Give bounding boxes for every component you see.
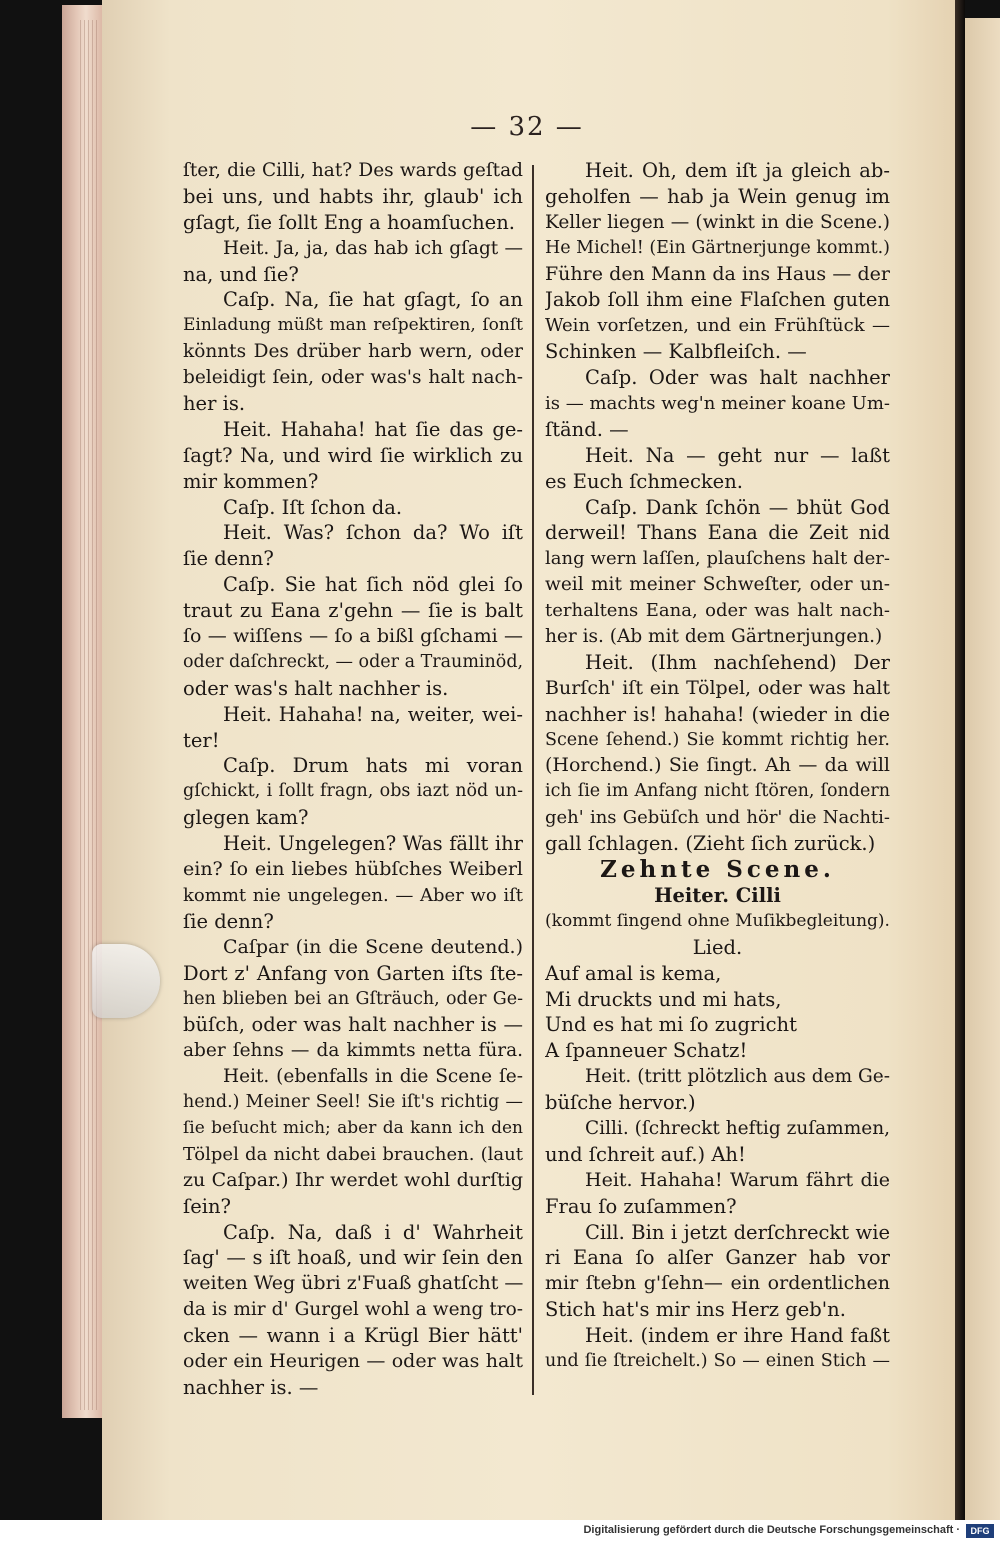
text-line: es Euch ſchmecken. [545,469,743,493]
text-line: glegen kam? [183,806,309,830]
text-line: Caſp. Iſt ſchon da. [223,495,403,519]
text-line: Heit. Hahaha! hat ſie das ge- [223,417,523,441]
text-line: ſie beſucht mich; aber da kann ich den [183,1117,523,1138]
text-line: Heit. Ja, ja, das hab ich gſagt — [223,237,523,259]
text-line: Heit. (indem er ihre Hand faßt [585,1324,890,1348]
next-page-edge [965,18,1000,1520]
text-line: oder daſchreckt, — oder a Trauminöd, [183,651,523,672]
text-line: ſo — wiſſens — ſo a bißl gſchami — [183,625,523,648]
text-line: (kommt ſingend ohne Muſikbegleitung). [545,910,890,931]
text-line: nachher is! hahaha! (wieder in die [545,702,890,726]
text-line: Schinken — Kalbfleiſch. — [545,340,807,364]
right-column [545,158,890,1375]
text-line: Keller liegen — (winkt in die Scene.) [545,211,890,233]
text-line: terhaltens Eana, oder was halt nach- [545,600,890,622]
text-line: Caſp. Sie hat ſich nöd glei ſo [223,573,523,597]
text-line: ter! [183,728,220,752]
text-line: da is mir d' Gurgel wohl a weng tro- [183,1299,523,1321]
text-line: Caſp. Na, daß i d' Wahrheit [223,1220,523,1244]
text-line: gall ſchlagen. (Zieht ſich zurück.) [545,832,876,856]
text-line: mir kommen? [183,469,319,493]
text-line: kommt nie ungelegen. — Aber wo iſt [183,884,523,906]
text-line: derweil! Thans Eana die Zeit nid [545,521,890,545]
text-line: geholfen — hab ja Wein genug im [545,184,890,208]
text-line: ſein? [183,1194,232,1218]
text-line: Zehnte Scene. [600,857,835,883]
text-line: Caſp. Dank ſchön — bhüt God [585,495,890,519]
text-line: is — machts weg'n meiner koane Um- [545,393,890,415]
text-line: Tölpel da nicht dabei brauchen. (laut [183,1143,523,1165]
text-line: her is. (Ab mit dem Gärtnerjungen.) [545,626,883,648]
text-line: ſter, die Cilli, hat? Des wards geſtad [183,160,523,181]
text-line: cken — wann i a Krügl Bier hätt' [183,1324,523,1348]
text-line: Heit. Hahaha! Warum fährt die [585,1168,890,1191]
text-line: Heit. Na — geht nur — laßt [585,443,890,467]
text-line: He Michel! (Ein Gärtnerjunge kommt.) [545,237,890,258]
text-line: traut zu Eana z'gehn — ſie is balt [183,599,523,623]
text-line: gſagt, ſie ſollt Eng a hoamſuchen. [183,210,515,234]
text-line: Cill. Bin i jetzt derſchreckt wie [585,1220,890,1244]
text-line: Cilli. (ſchreckt heftig zuſammen, [585,1117,890,1139]
text-line: Heit. (tritt plötzlich aus dem Ge- [585,1066,890,1088]
text-line: oder ein Heurigen — oder was halt [183,1349,523,1372]
text-line: Scene ſehend.) Sie kommt richtig her. [545,729,890,750]
text-line: Mi druckts und mi hats, [545,987,782,1011]
text-line: beleidigt ſein, oder was's halt nach- [183,367,523,389]
text-line: ſie denn? [183,909,274,933]
text-line: Heit. Was? ſchon da? Wo iſt [223,521,523,545]
footer-bar [0,1520,1000,1543]
text-line: Lied. [692,935,743,959]
text-line: (Horchend.) Sie ſingt. Ah — da will [545,754,890,777]
text-line: ſtänd. — [545,417,629,441]
column-divider [532,165,534,1395]
text-line: und ſie ſtreichelt.) So — einen Stich — [545,1350,890,1371]
text-line: ich ſie im Anfang nicht ſtören, ſondern [545,781,890,802]
text-line: nachher is. — [183,1375,319,1399]
text-line: aber ſehns — da kimmts netta füra. [183,1040,523,1062]
page-number: — 32 — [470,112,584,142]
text-line: na, und ſie? [183,262,299,286]
text-line: hend.) Meiner Seel! Sie iſt's richtig — [183,1092,523,1113]
text-line: Caſp. Na, ſie hat gſagt, ſo an [223,288,523,312]
text-line: geh' ins Gebüſch und hör' die Nachti- [545,807,890,829]
text-line: Heit. Ungelegen? Was fällt ihr [223,832,523,856]
text-line: Wein vorſetzen, und ein Frühſtück — [545,315,890,337]
text-line: lang wern laſſen, plauſchens halt der- [545,548,890,570]
text-line: ein? ſo ein liebes hübſches Weiberl [183,858,523,881]
text-line: Caſp. Drum hats mi voran [223,754,523,778]
text-line: könnts Des drüber harb wern, oder [183,341,523,363]
text-line: büſch, oder was halt nachher is — [183,1013,523,1037]
text-line: bei uns, und habts ihr, glaub' ich [183,184,523,208]
text-line: ri Eana ſo alſer Ganzer hab vor [545,1246,890,1270]
text-line: Jakob ſoll ihm eine Flaſchen guten [545,288,890,312]
text-line: Heit. (ebenfalls in die Scene ſe- [223,1066,523,1088]
text-line: zu Caſpar.) Ihr werdet wohl durſtig [183,1168,523,1191]
text-line: Heit. (Ihm nachſehend) Der [585,650,890,674]
left-column [183,158,523,1401]
text-line: ſag' — s iſt hoaß, und wir ſein den [183,1246,523,1270]
text-line: hen blieben bei an Gſträuch, oder Ge- [183,988,523,1009]
text-line: büſche hervor.) [545,1091,696,1115]
text-line: oder was's halt nachher is. [183,676,449,700]
text-line: her is. [183,392,246,416]
text-line: Caſp. Oder was halt nachher [585,366,890,390]
footer-text: Digitalisierung gefördert durch die Deutsche Forschungsgemeinschaft · [583,1524,960,1536]
text-line: mir ſtebn g'ſehn— ein ordentlichen [545,1272,890,1295]
text-line: Heit. Hahaha! na, weiter, wei- [223,702,523,726]
text-line: Heiter. Cilli [654,883,781,907]
text-line: Heit. Oh, dem iſt ja gleich ab- [585,159,890,182]
text-line: Und es hat mi ſo zugricht [545,1013,797,1037]
text-line: Führe den Mann da ins Haus — der [545,262,890,285]
text-line: A ſpanneuer Schatz! [545,1039,748,1063]
text-line: Caſpar (in die Scene deutend.) [223,935,523,958]
text-line: und ſchreit auf.) Ah! [545,1142,746,1166]
text-line: weiten Weg übri z'Fuaß ghatſcht — [183,1272,523,1295]
dfg-logo: DFG [966,1524,994,1538]
text-line: Stich hat's mir ins Herz geb'n. [545,1298,846,1322]
text-line: Burſch' iſt ein Tölpel, oder was halt [545,676,890,699]
text-line: weil mit meiner Schweſter, oder un- [545,574,890,596]
book-gutter [955,0,965,1520]
text-line: Einladung müßt man reſpektiren, ſonſt [183,315,523,336]
text-line: ſagt? Na, und wird ſie wirklich zu [183,443,523,467]
text-line: Dort z' Anfang von Garten iſts ſte- [183,961,523,985]
text-line: ſie denn? [183,547,274,571]
text-line: Frau ſo zuſammen? [545,1194,737,1218]
text-line: gſchickt, i ſollt fragn, obs iazt nöd un- [183,781,523,802]
page-stack-lines [80,20,98,1410]
text-line: Auf amal is kema, [545,961,722,985]
